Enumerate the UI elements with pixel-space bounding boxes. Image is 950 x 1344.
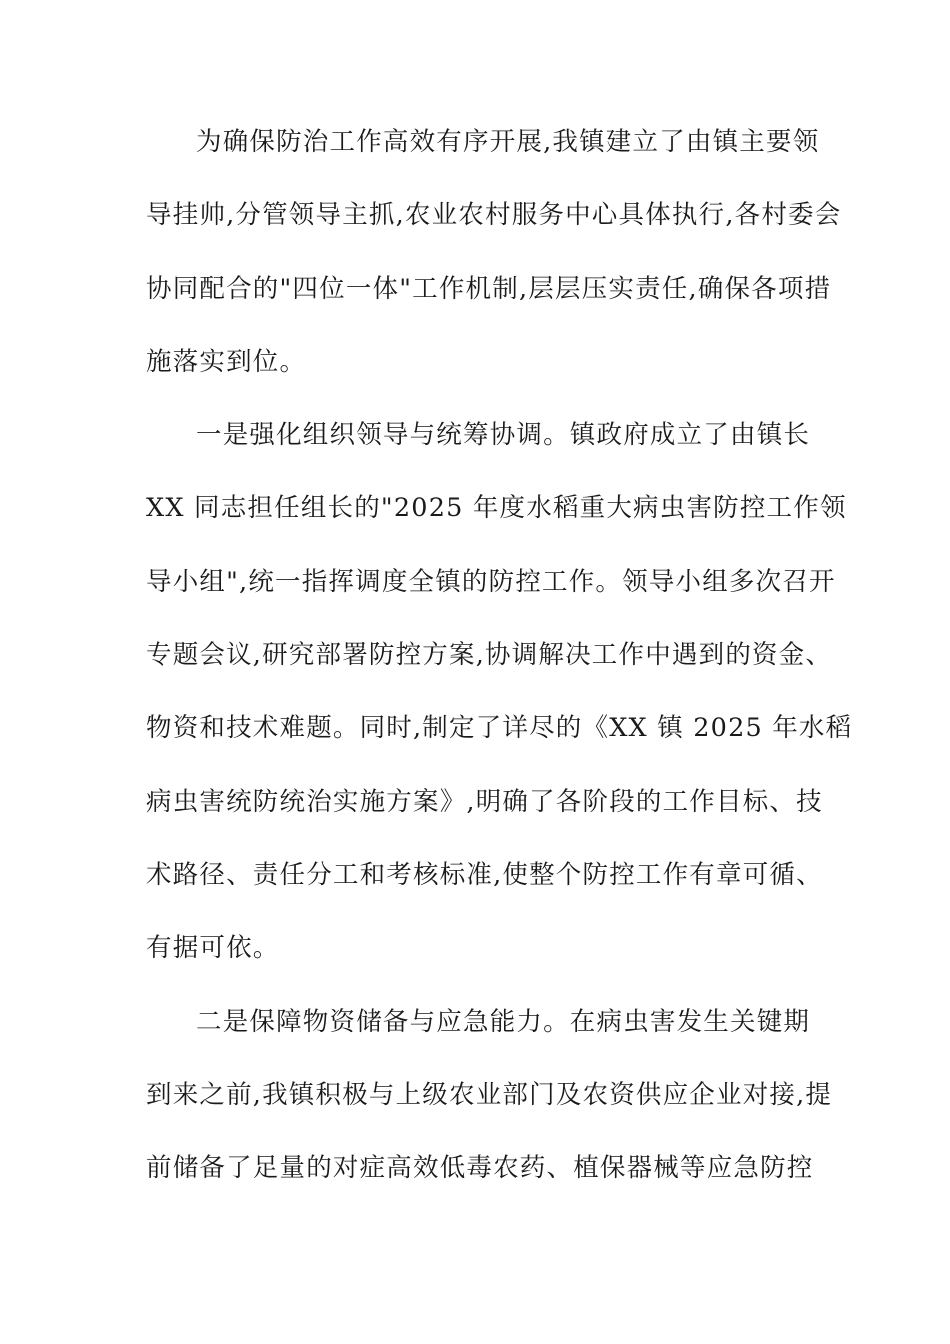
paragraph-2-line-3: 导小组",统一指挥调度全镇的防控工作。领导小组多次召开 bbox=[146, 566, 836, 597]
paragraph-1-line-3: 协同配合的"四位一体"工作机制,层层压实责任,确保各项措 bbox=[146, 273, 832, 304]
paragraph-2-line-2: XX 同志担任组长的"2025 年度水稻重大病虫害防控工作领 bbox=[146, 493, 847, 524]
paragraph-1-line-1: 为确保防治工作高效有序开展,我镇建立了由镇主要领 bbox=[196, 127, 820, 157]
paragraph-1-line-2: 导挂帅,分管领导主抓,农业农村服务中心具体执行,各村委会 bbox=[146, 200, 842, 231]
paragraph-2-line-4: 专题会议,研究部署防控方案,协调解决工作中遇到的资金、 bbox=[146, 640, 833, 671]
paragraph-3-line-1: 二是保障物资储备与应急能力。在病虫害发生关键期 bbox=[196, 1006, 811, 1037]
paragraph-1-line-4: 施落实到位。 bbox=[146, 346, 307, 377]
paragraph-3-line-3: 前储备了足量的对症高效低毒农药、植保器械等应急防控 bbox=[146, 1153, 814, 1184]
body-text bbox=[146, 112, 853, 1211]
paragraph-3-line-2: 到来之前,我镇积极与上级农业部门及农资供应企业对接,提 bbox=[146, 1079, 833, 1110]
paragraph-2-line-1: 一是强化组织领导与统筹协调。镇政府成立了由镇长 bbox=[196, 420, 811, 451]
paragraph-2-line-5: 物资和技术难题。同时,制定了详尽的《XX 镇 2025 年水稻 bbox=[146, 713, 853, 744]
paragraph-2-line-6: 病虫害统防统治实施方案》,明确了各阶段的工作目标、技 bbox=[146, 786, 823, 817]
paragraph-2-line-7: 术路径、责任分工和考核标准,使整个防控工作有章可循、 bbox=[146, 859, 823, 890]
paragraph-2-line-8: 有据可依。 bbox=[146, 933, 280, 964]
